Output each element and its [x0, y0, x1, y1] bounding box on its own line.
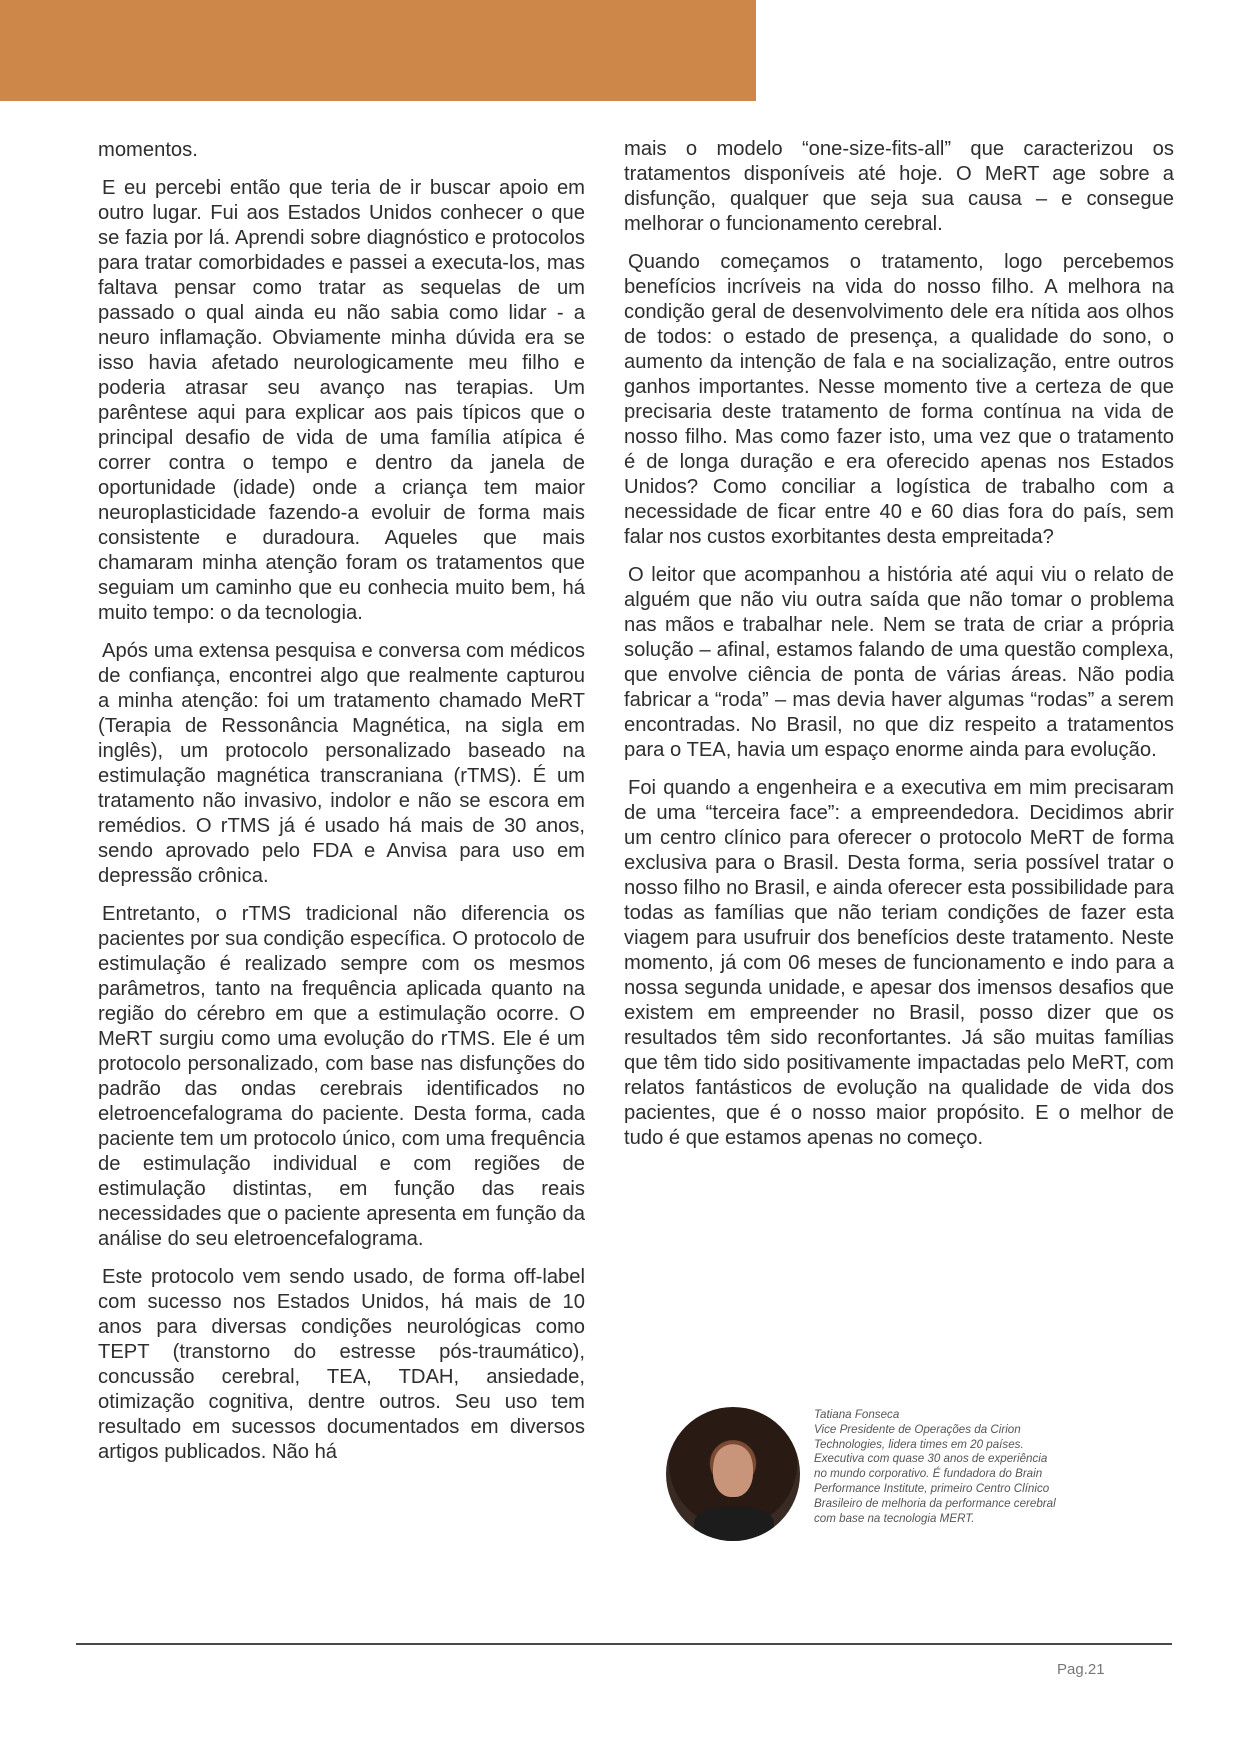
author-bio [666, 1405, 1186, 1545]
author-bio-text [814, 1408, 1114, 1526]
bio-line: Executiva com quase 30 anos de experiência [814, 1452, 1048, 1466]
paragraph: O leitor que acompanhou a história até aqui viu o relato de alguém que não viu outra saída que não tomar o problema nas mãos e trabalhar nele. Nem se trata de criar a própria solução – afinal, estamos falando de uma questão complexa, que envolve ciência de ponta de várias áreas. Não podia fabricar a “roda” – mas devia haver algumas “rodas” a serem encontradas. No Brasil, no que diz respeito a tratamentos para o TEA, havia um espaço enorme ainda para evolução. [624, 564, 1174, 761]
paragraph: Após uma extensa pesquisa e conversa com médicos de confiança, encontrei algo que realmente capturou a minha atenção: foi um tratamento chamado MeRT (Terapia de Ressonância Magnética, na sigla em inglês), um protocolo personalizado baseado na estimulação magnética transcraniana (rTMS). É um tratamento não invasivo, indolor e não se escora em remédios. O rTMS já é usado há mais de 30 anos, sendo aprovado pelo FDA e Anvisa para uso em depressão crônica. [98, 640, 585, 887]
bio-line: Brasileiro de melhoria da performance cerebral [814, 1496, 1056, 1510]
paragraph: Este protocolo vem sendo usado, de forma off-label com sucesso nos Estados Unidos, há mais de 10 anos para diversas condições neurológicas como TEPT (transtorno do estresse pós-traumático), concussão cerebral, TEA, TDAH, ansiedade, otimização cognitiva, dentre outros. Seu uso tem resultado em sucessos documentados em diversos artigos publicados. Não há [98, 1266, 585, 1463]
author-name: Tatiana Fonseca [814, 1408, 900, 1421]
paragraph: Foi quando a engenheira e a executiva em mim precisaram de uma “terceira face”: a empreendedora. Decidimos abrir um centro clínico para oferecer o protocolo MeRT de forma exclusiva para o Brasil. Desta forma, seria possível tratar o nosso filho no Brasil, e ainda oferecer esta possibilidade para todas as famílias que não teriam condições de fazer esta viagem para usufruir dos benefícios deste tratamento. Neste momento, já com 06 meses de funcionamento e indo para a nossa segunda unidade, e apesar dos imensos desafios que existem em empreender no Brasil, posso dizer que os resultados têm sido reconfortantes. Já são muitas famílias que têm tido sido positivamente impactadas pelo MeRT, com relatos fantásticos de evolução na qualidade de vida dos pacientes, que é o nosso maior propósito. E o melhor de tudo é que estamos apenas no começo. [624, 777, 1174, 1149]
author-photo [666, 1407, 800, 1541]
bio-line: Technologies, lidera times em 20 países. [814, 1437, 1024, 1451]
paragraph: E eu percebi então que teria de ir buscar apoio em outro lugar. Fui aos Estados Unidos conhecer o que se fazia por lá. Aprendi sobre diagnóstico e protocolos para tratar comorbidades e passei a executa-los, mas faltava pensar como tratar as sequelas de um passado o qual ainda eu não sabia como lidar - a neuro inflamação. Obviamente minha dúvida era se isso havia afetado neurologicamente meu filho e poderia atrasar seu avanço nas terapias. Um parêntese aqui para explicar aos pais típicos que o principal desafio de vida de uma família atípica é correr contra o tempo e dentro da janela de oportunidade (idade) onde a criança tem maior neuroplasticidade fazendo-a evoluir de forma mais consistente e duradoura. Aqueles que mais chamaram minha atenção foram os tratamentos que seguiam um caminho que eu conhecia muito bem, há muito tempo: o da tecnologia. [98, 177, 585, 624]
header-color-band [0, 0, 756, 101]
bio-line: com base na tecnologia MERT. [814, 1511, 975, 1525]
paragraph: momentos. [98, 139, 198, 161]
paragraph: mais o modelo “one-size-fits-all” que caracterizou os tratamentos disponíveis até hoje. O MeRT age sobre a disfunção, qualquer que seja sua causa – e consegue melhorar o funcionamento cerebral. [624, 138, 1174, 235]
paragraph: Quando começamos o tratamento, logo percebemos benefícios incríveis na vida do nosso filho. A melhora na condição geral de desenvolvimento dele era nítida aos olhos de todos: o estado de presença, a qualidade do sono, o aumento da intenção de fala e na socialização, entre outros ganhos importantes. Nesse momento tive a certeza de que precisaria deste tratamento de forma contínua na vida de nosso filho. Mas como fazer isto, uma vez que o tratamento é de longa duração e era oferecido apenas nos Estados Unidos? Como conciliar a logística de trabalho com a necessidade de ficar entre 40 e 60 dias fora do país, sem falar nos custos exorbitantes desta empreitada? [624, 251, 1174, 548]
footer-divider [76, 1643, 1172, 1645]
bio-line: no mundo corporativo. É fundadora do Brain [814, 1467, 1043, 1481]
bio-line: Vice Presidente de Operações da Cirion [814, 1422, 1021, 1436]
bio-line: Performance Institute, primeiro Centro Clínico [814, 1481, 1050, 1495]
paragraph: Entretanto, o rTMS tradicional não diferencia os pacientes por sua condição específica. O protocolo de estimulação é realizado sempre com os mesmos parâmetros, tanto na frequência aplicada quanto na região do cérebro em que a estimulação ocorre. O MeRT surgiu como uma evolução do rTMS. Ele é um protocolo personalizado, com base nas disfunções do padrão das ondas cerebrais identificados no eletroencefalograma do paciente. Desta forma, cada paciente tem um protocolo único, com uma frequência de estimulação individual e com regiões de estimulação distintas, em função das reais necessidades que o paciente apresenta em função da análise do seu eletroencefalograma. [98, 903, 585, 1250]
page-number: Pag.21 [1057, 1661, 1105, 1678]
right-text-column [624, 137, 1174, 1164]
left-text-column [98, 138, 585, 1478]
